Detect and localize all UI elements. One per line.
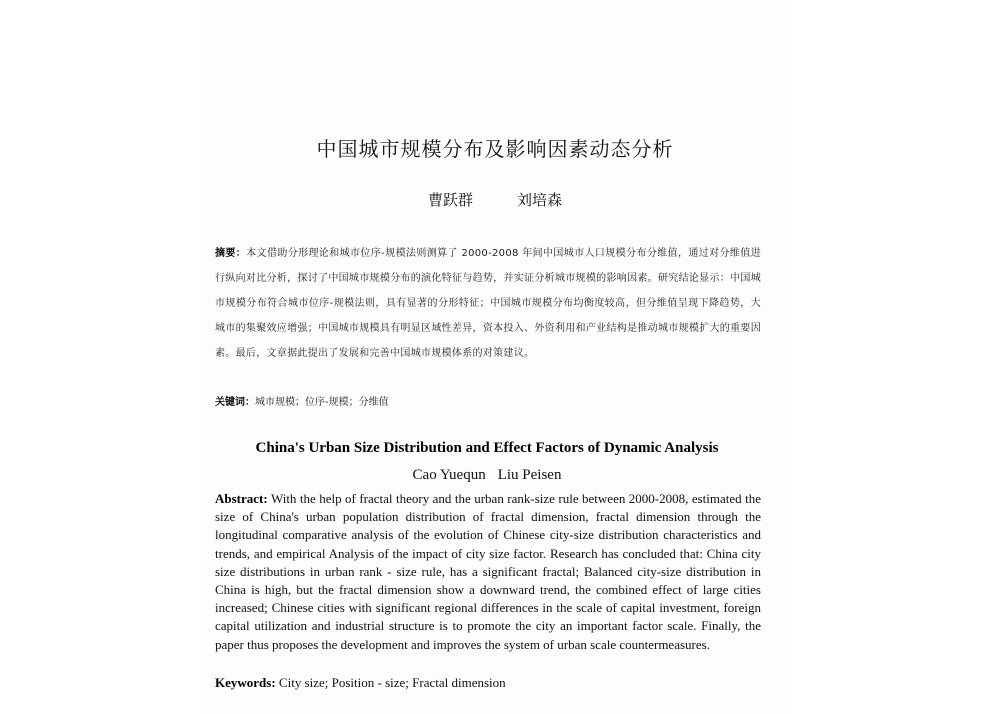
chinese-abstract-text: 本文借助分形理论和城市位序-规模法则测算了 2000-2008 年间中国城市人口规模分布分维值，通过对分维值进行纵向对比分析，探讨了中国城市规模分布的演化特征与趋势，并实证分析城市规模的影响因素。研究结论显示：中国城市规模分布符合城市位序-规模法则，具有显著的分形特征；中国城市规模分布均衡度较高，但分维值呈现下降趋势，大城市的集聚效应增强；中国城市规模具有明显区域性差异，资本投入、外资利用和产业结构是推动城市规模扩大的重要因素。最后，文章据此提出了发展和完善中国城市规模体系的对策建议。 xyxy=(215,248,761,359)
english-author-2: Liu Peisen xyxy=(497,467,562,483)
chinese-author-1: 曹跃群 xyxy=(427,191,473,209)
chinese-keywords-text: 城市规模；位序-规模；分维值 xyxy=(255,397,389,408)
chinese-abstract xyxy=(215,241,761,366)
chinese-keywords xyxy=(215,393,761,413)
english-keywords-text: City size; Position - size; Fractal dimension xyxy=(278,675,506,690)
english-title: China's Urban Size Distribution and Effect Factors of Dynamic Analysis xyxy=(255,440,719,456)
chinese-keywords-label: 关键词： xyxy=(215,397,255,408)
english-keywords xyxy=(215,674,761,692)
chinese-author-2: 刘培森 xyxy=(517,191,563,209)
chinese-authors xyxy=(200,189,790,210)
english-abstract-text: With the help of fractal theory and the urban rank-size rule between 2000-2008, estimated the size of China's urban population distribution of fractal dimension, fractal dimension through the longitudinal comparative analysis of the evolution of Chinese city-size distribution characteristics and trends, and empirical Analysis of the impact of city size factor. Research has concluded that: China city size distributions in urban rank - size rule, has a significant fractal; Balanced city-size distribution in China is high, but the fractal dimension show a downward trend, the combined effect of large cities increased; Chinese cities with significant regional differences in the scale of capital investment, foreign capital utilization and industrial structure is to promote the city an important factor scale. Finally, the paper thus proposes the development and improves the system of urban scale countermeasures. xyxy=(215,491,761,652)
english-abstract xyxy=(215,490,761,654)
english-authors xyxy=(200,467,774,484)
english-abstract-label: Abstract: xyxy=(215,491,268,506)
english-keywords-label: Keywords: xyxy=(215,675,276,690)
chinese-abstract-label: 摘要： xyxy=(215,248,247,259)
english-author-1: Cao Yuequn xyxy=(412,467,486,483)
chinese-title: 中国城市规模分布及影响因素动态分析 xyxy=(316,137,674,161)
